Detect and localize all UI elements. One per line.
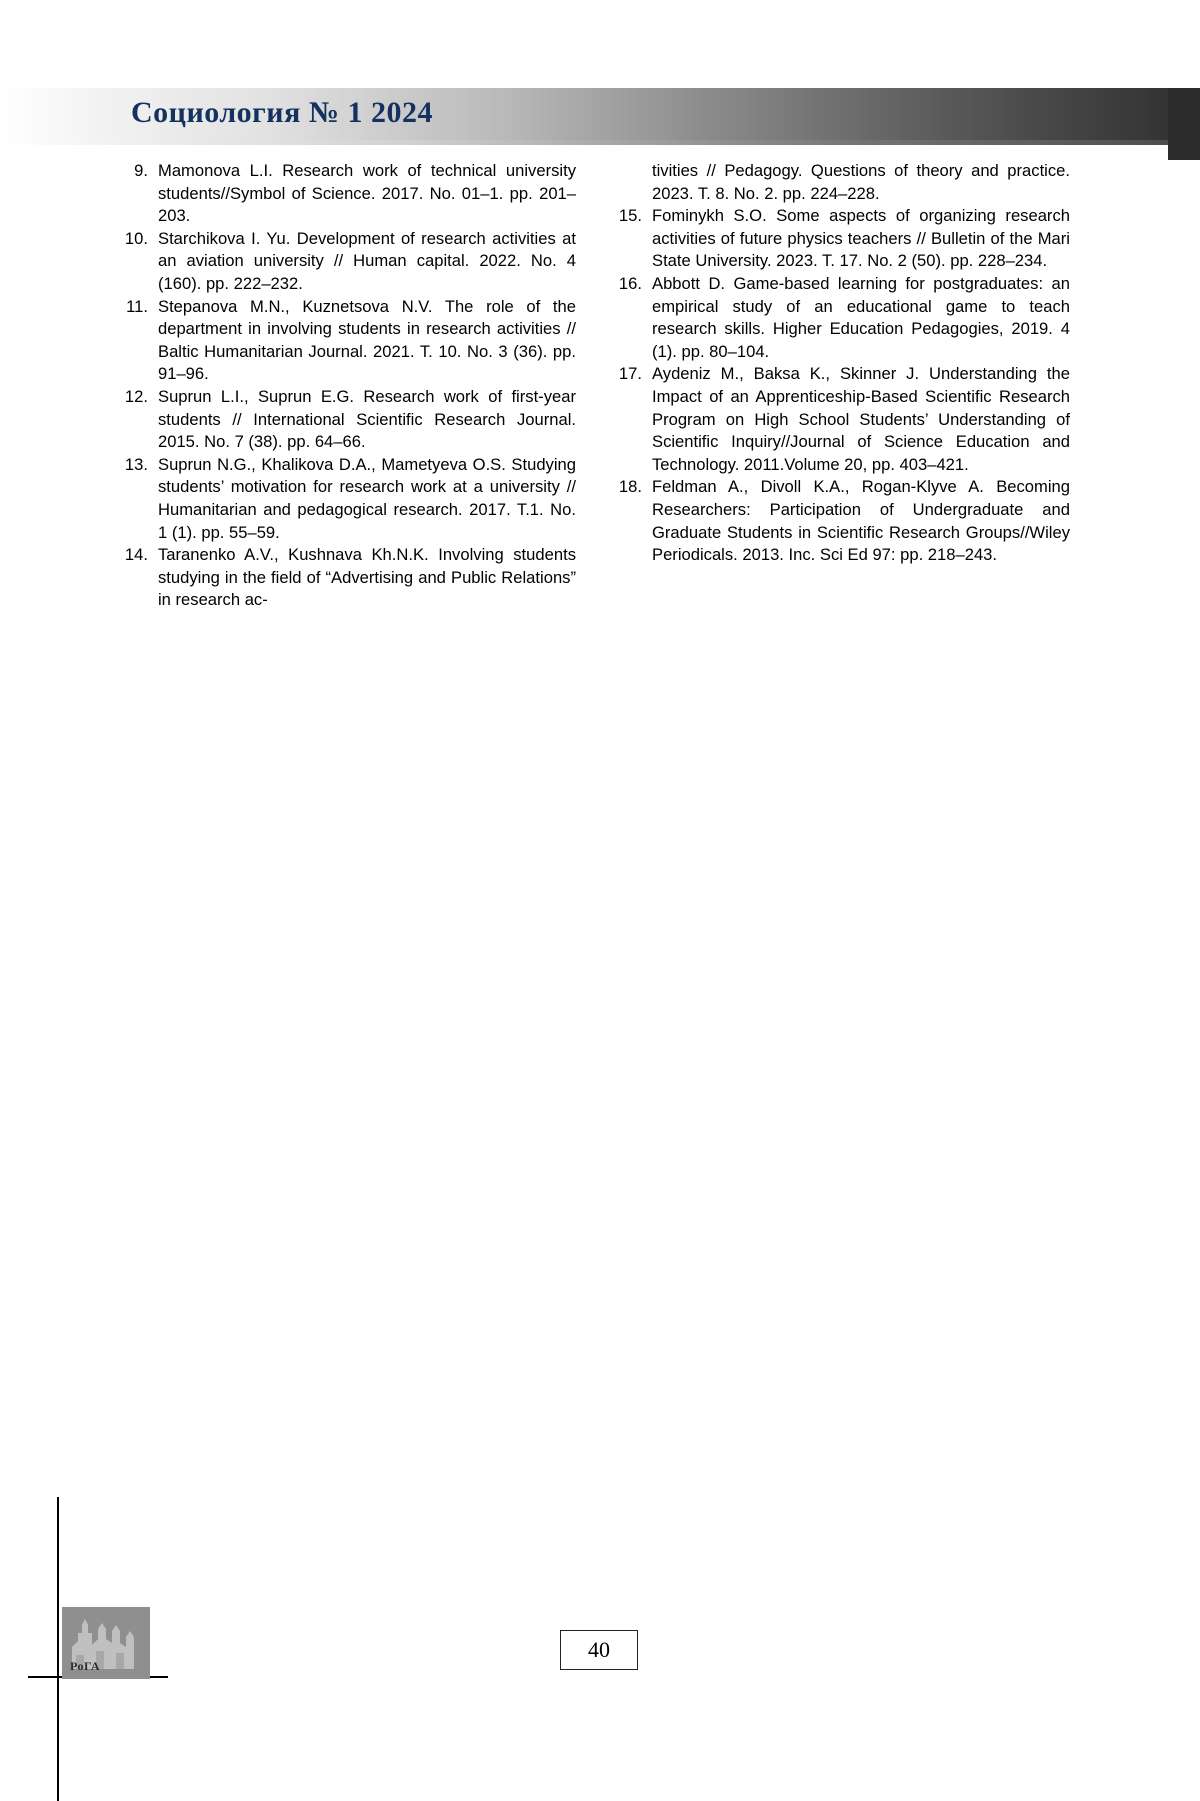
reference-number: 16. <box>618 273 642 293</box>
publisher-logo-label: РоГА <box>70 1659 101 1673</box>
reference-text: Aydeniz M., Baksa K., Skinner J. Understanding the Impact of an Apprenticeship-Based Scientific Research Program on High School Students’ Understanding of Scientific Inquiry//Journal of Science Education and Technology. 2011.Volume 20, pp. 403–421. <box>652 364 1070 474</box>
reference-text: Fominykh S.O. Some aspects of organizing research activities of future physics teachers // Bulletin of the Mari State University. 2023. T. 17. No. 2 (50). pp. 228–234. <box>652 206 1070 271</box>
reference-item <box>618 205 1070 273</box>
reference-item <box>124 296 576 386</box>
crop-mark-vertical <box>57 1497 59 1801</box>
reference-text: Stepanova M.N., Kuznetsova N.V. The role of the department in involving students in research activities // Baltic Humanitarian Journal. 2021. T. 10. No. 3 (36). pp. 91–96. <box>158 296 576 384</box>
issue-year: 2024 <box>370 96 433 129</box>
reference-text: Suprun N.G., Khalikova D.A., Mametyeva O.S. Studying students’ motivation for research work at a university // Humanitarian and pedagogical research. 2017. T.1. No. 1 (1). pp. 55–59. <box>158 454 576 542</box>
reference-text: Abbott D. Game-based learning for postgraduates: an empirical study of an educational game to teach research skills. Higher Education Pedagogies, 2019. 4 (1). pp. 80–104. <box>652 273 1070 361</box>
reference-item <box>124 544 576 612</box>
reference-number: 17. <box>618 364 642 384</box>
reference-item <box>618 363 1070 476</box>
reference-text: Taranenko A.V., Kushnava Kh.N.K. Involving students studying in the field of “Advertising and Public Relations” in research ac- <box>158 545 576 610</box>
page-number-value: 40 <box>588 1637 610 1662</box>
reference-text: Mamonova L.I. Research work of technical university students//Symbol of Science. 2017. No. 01–1. pp. 201–203. <box>158 161 576 226</box>
journal-name: Социология <box>131 96 301 129</box>
reference-text: Suprun L.I., Suprun E.G. Research work of first-year students // International Scientific Research Journal. 2015. No. 7 (38). pp. 64–66. <box>158 386 576 452</box>
reference-text: tivities // Pedagogy. Questions of theory and practice. 2023. T. 8. No. 2. pp. 224–228. <box>652 161 1070 203</box>
reference-item <box>124 160 576 228</box>
reference-number: 11. <box>126 296 148 316</box>
reference-item-continuation <box>618 160 1070 205</box>
reference-number: 10. <box>124 228 148 248</box>
issue-number: № 1 <box>308 96 363 129</box>
publisher-logo <box>62 1607 150 1679</box>
reference-number: 15. <box>618 206 642 226</box>
reference-item <box>124 386 576 454</box>
reference-number: 12. <box>124 386 148 406</box>
reference-item <box>124 454 576 544</box>
page-header-title <box>131 96 433 130</box>
page-number-box <box>560 1630 638 1670</box>
reference-number: 14. <box>124 545 148 565</box>
reference-number: 9. <box>134 161 148 180</box>
reference-column-right <box>618 160 1070 567</box>
reference-number: 13. <box>124 454 148 474</box>
reference-item <box>618 476 1070 566</box>
reference-text: Starchikova I. Yu. Development of research activities at an aviation university // Human capital. 2022. No. 4 (160). pp. 222–232. <box>158 228 576 293</box>
reference-text: Feldman A., Divoll K.A., Rogan-Klyve A. Becoming Researchers: Participation of Undergraduate and Graduate Students in Scientific Research Groups//Wiley Periodicals. 2013. Inc. Sci Ed 97: pp. 218–243. <box>652 477 1070 565</box>
header-corner-tab <box>1168 88 1200 160</box>
reference-item <box>124 228 576 296</box>
reference-number: 18. <box>618 477 642 497</box>
reference-column-left <box>124 160 576 612</box>
reference-item <box>618 273 1070 363</box>
